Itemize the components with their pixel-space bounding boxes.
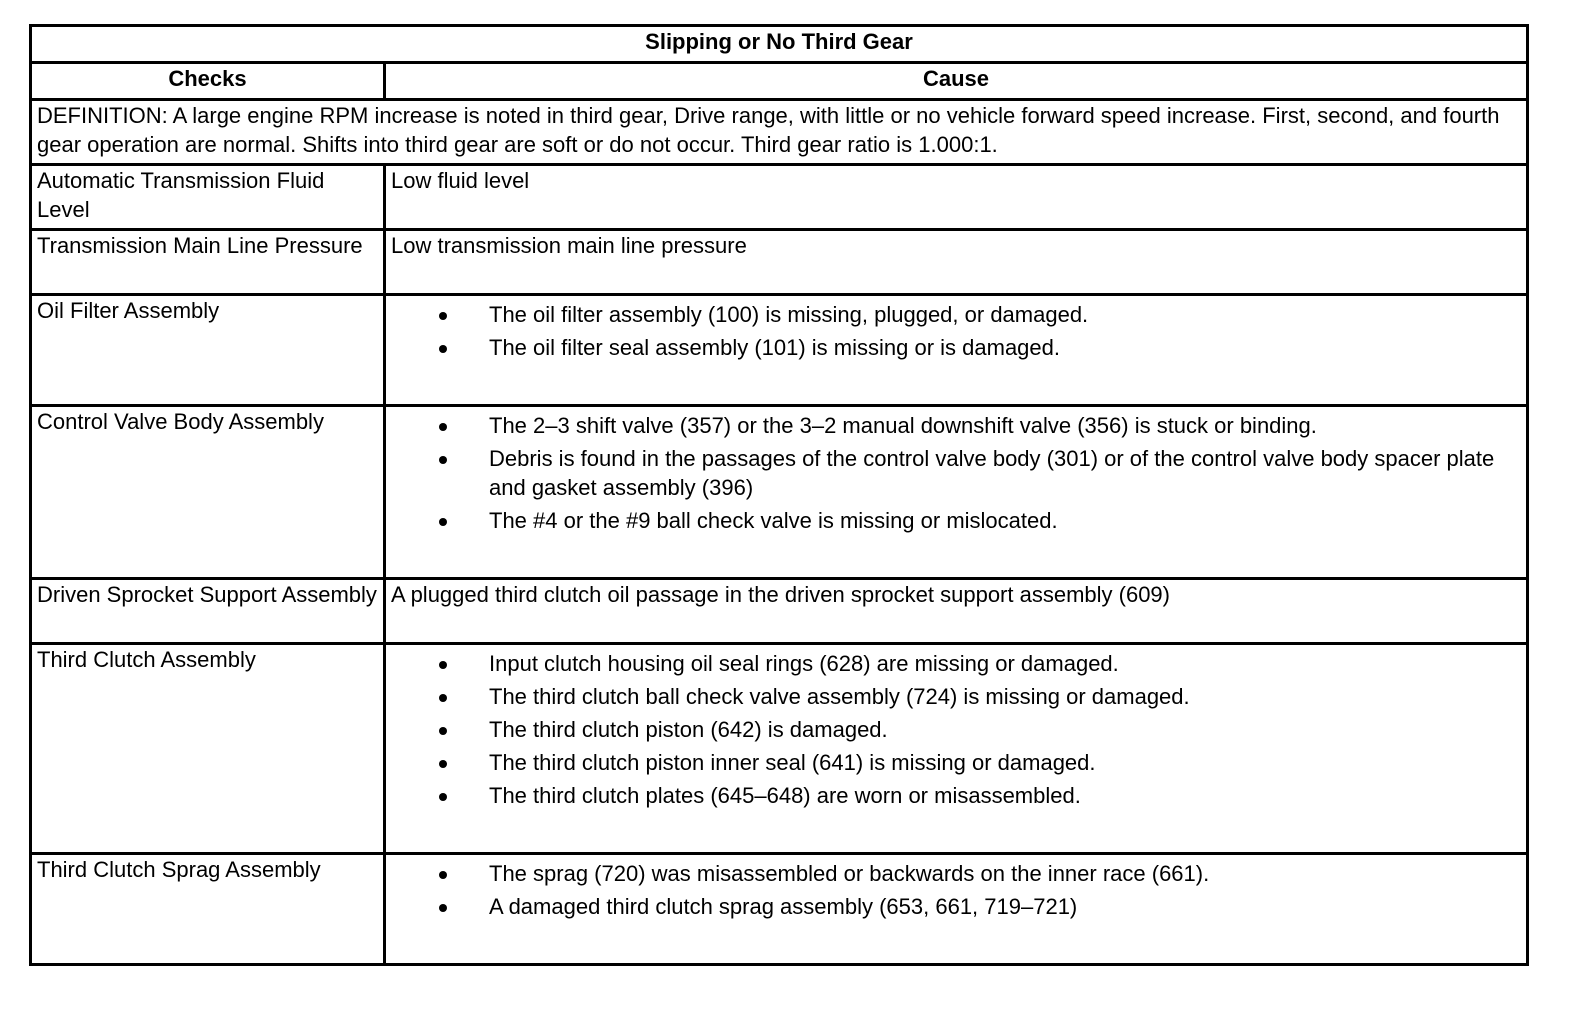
- check-cell: Third Clutch Assembly: [31, 644, 385, 854]
- cause-cell: [385, 295, 1528, 406]
- cause-list: [391, 411, 1521, 535]
- cause-cell: [385, 854, 1528, 965]
- list-item-text: The third clutch piston inner seal (641) is missing or damaged.: [489, 750, 1096, 775]
- list-item: [489, 715, 1521, 744]
- check-cell: Driven Sprocket Support Assembly: [31, 579, 385, 644]
- list-item-text: The oil filter seal assembly (101) is missing or is damaged.: [489, 335, 1061, 360]
- title-row: [31, 26, 1528, 63]
- list-item: [489, 333, 1521, 362]
- bullet-icon: [439, 871, 447, 879]
- list-item: [489, 892, 1521, 921]
- table-row: [31, 230, 1528, 295]
- table-row: [31, 579, 1528, 644]
- check-cell: Third Clutch Sprag Assembly: [31, 854, 385, 965]
- list-item: [489, 859, 1521, 888]
- bullet-icon: [439, 456, 447, 464]
- definition-text: DEFINITION: A large engine RPM increase is noted in third gear, Drive range, with little or no vehicle forward speed increase. First, second, and fourth gear operation are normal. Shifts into third gear are soft or do not occur. Third gear ratio is 1.000:1.: [31, 100, 1528, 165]
- cause-list: [391, 649, 1521, 810]
- list-item: [489, 506, 1521, 535]
- table-title: Slipping or No Third Gear: [31, 26, 1528, 63]
- header-cause: Cause: [385, 63, 1528, 100]
- cause-cell: Low fluid level: [385, 165, 1528, 230]
- bullet-icon: [439, 694, 447, 702]
- table-row: [31, 854, 1528, 965]
- cause-cell: [385, 644, 1528, 854]
- list-item: [489, 444, 1521, 502]
- cause-list: [391, 300, 1521, 362]
- list-item-text: Debris is found in the passages of the control valve body (301) or of the control valve body spacer plate and gasket assembly (396): [489, 446, 1495, 500]
- list-item: [489, 411, 1521, 440]
- check-cell: Oil Filter Assembly: [31, 295, 385, 406]
- list-item-text: The #4 or the #9 ball check valve is missing or mislocated.: [489, 508, 1058, 533]
- table-row: [31, 644, 1528, 854]
- header-row: [31, 63, 1528, 100]
- list-item: [489, 649, 1521, 678]
- list-item-text: The third clutch ball check valve assembly (724) is missing or damaged.: [489, 684, 1190, 709]
- list-item-text: A damaged third clutch sprag assembly (653, 661, 719–721): [489, 894, 1078, 919]
- check-cell: Transmission Main Line Pressure: [31, 230, 385, 295]
- list-item: [489, 748, 1521, 777]
- bullet-icon: [439, 312, 447, 320]
- list-item-text: Input clutch housing oil seal rings (628) are missing or damaged.: [489, 651, 1119, 676]
- cause-cell: [385, 406, 1528, 579]
- bullet-icon: [439, 760, 447, 768]
- bullet-icon: [439, 793, 447, 801]
- check-cell: Automatic Transmission Fluid Level: [31, 165, 385, 230]
- cause-cell: A plugged third clutch oil passage in the driven sprocket support assembly (609): [385, 579, 1528, 644]
- diagnostic-table: [29, 24, 1529, 966]
- list-item: [489, 300, 1521, 329]
- list-item: [489, 781, 1521, 810]
- header-checks: Checks: [31, 63, 385, 100]
- list-item-text: The third clutch plates (645–648) are worn or misassembled.: [489, 783, 1081, 808]
- list-item-text: The oil filter assembly (100) is missing, plugged, or damaged.: [489, 302, 1089, 327]
- table-row: [31, 295, 1528, 406]
- bullet-icon: [439, 518, 447, 526]
- list-item-text: The 2–3 shift valve (357) or the 3–2 manual downshift valve (356) is stuck or binding.: [489, 413, 1317, 438]
- bullet-icon: [439, 727, 447, 735]
- cause-list: [391, 859, 1521, 921]
- table-row: [31, 406, 1528, 579]
- definition-row: [31, 100, 1528, 165]
- cause-cell: Low transmission main line pressure: [385, 230, 1528, 295]
- bullet-icon: [439, 661, 447, 669]
- bullet-icon: [439, 904, 447, 912]
- bullet-icon: [439, 423, 447, 431]
- bullet-icon: [439, 345, 447, 353]
- check-cell: Control Valve Body Assembly: [31, 406, 385, 579]
- list-item: [489, 682, 1521, 711]
- list-item-text: The third clutch piston (642) is damaged.: [489, 717, 888, 742]
- table-row: [31, 165, 1528, 230]
- list-item-text: The sprag (720) was misassembled or backwards on the inner race (661).: [489, 861, 1210, 886]
